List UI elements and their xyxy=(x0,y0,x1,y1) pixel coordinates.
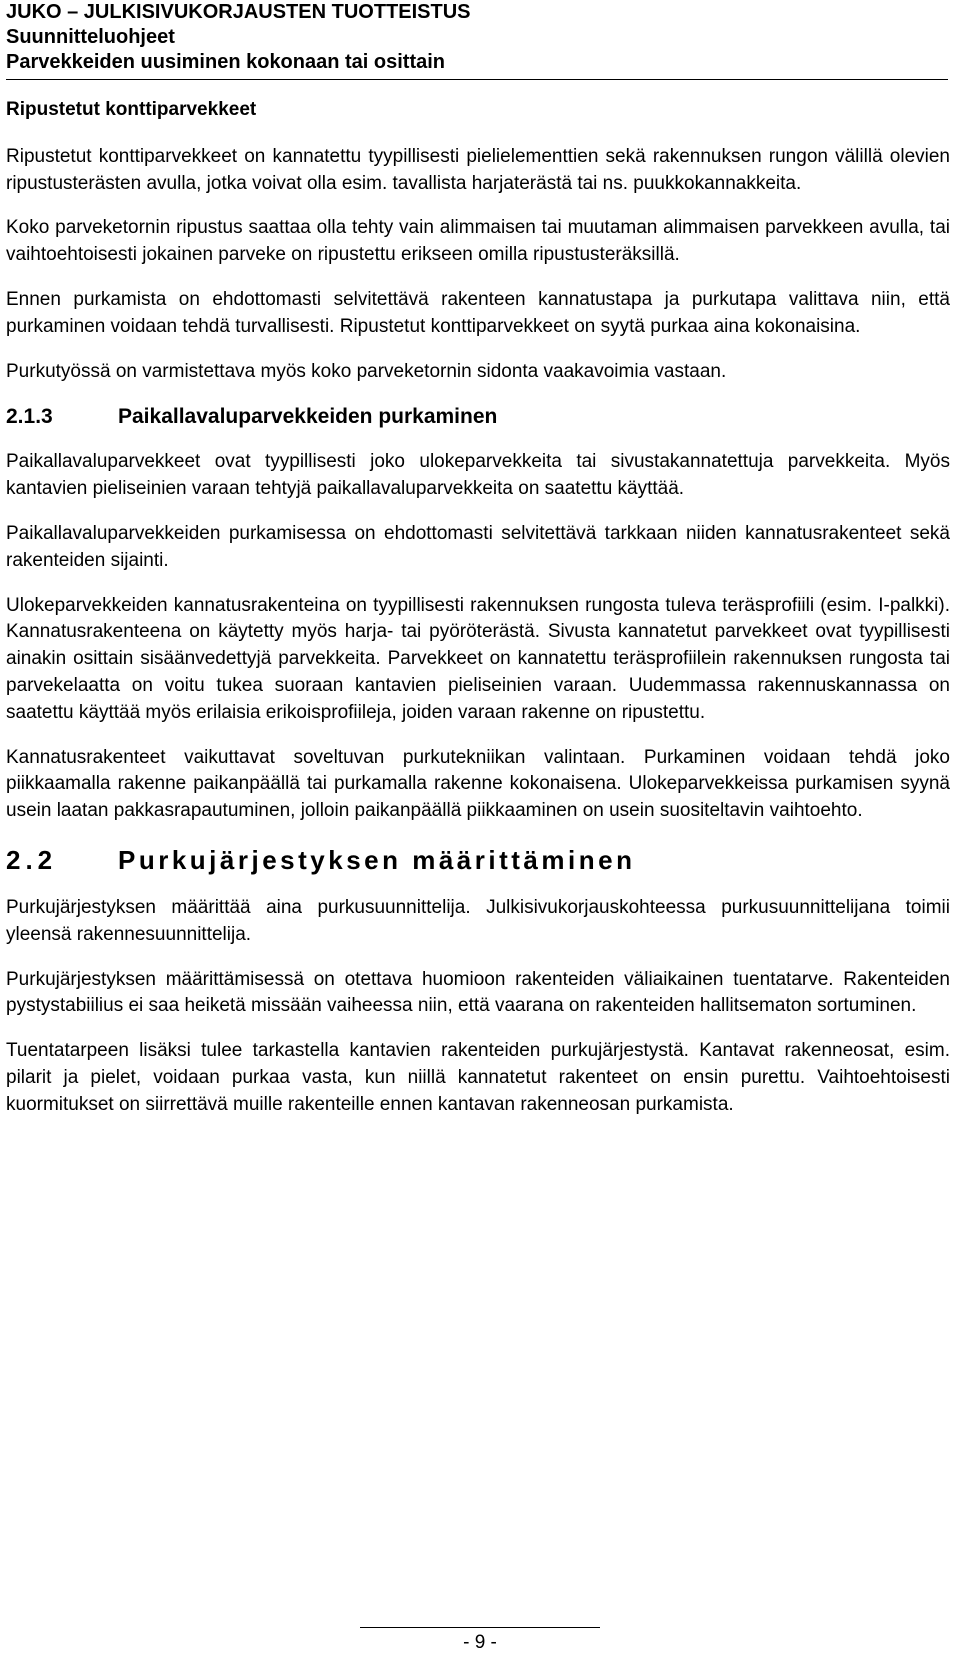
subsection-heading: Ripustetut konttiparvekkeet xyxy=(6,99,257,120)
paragraph: Ulokeparvekkeiden kannatusrakenteina on tyypillisesti rakennuksen rungosta tuleva teräsprofiili (esim. I-palkki). Kannatusrakenteena on käytetty myös harja- tai pyöröterästä. Sivusta kannatetut parvekkeet ovat tyypillisesti ainakin osittain sisäänvedettyjä parvekkeita. Parvekkeet on kannatettu teräsprofiilein rakennuksen rungosta tai parvekelaatta on voitu tukea suoraan kantavien pieliseinien varaan. Uudemmassa rakennuskannassa on saatettu käyttää myös erilaisia erikoisprofiileja, joiden varaan rakenne on ripustettu. xyxy=(6,594,950,723)
section-number: 2.1.3 xyxy=(6,405,53,429)
paragraph: Kannatusrakenteet vaikuttavat soveltuvan purkutekniikan valintaan. Purkaminen voidaan tehdä joko piikkaamalla rakenne paikanpäällä tai purkamalla rakenne kokonaisena. Ulokeparvekkeissa purkamisen syynä usein laatan pakkasrapautuminen, jolloin paikanpäällä piikkaaminen on usein suositeltavin vaihtoehto. xyxy=(6,746,950,822)
section-heading xyxy=(6,403,950,431)
page-number: - 9 - xyxy=(463,1632,497,1653)
page-header xyxy=(6,0,948,80)
paragraph: Paikallavaluparvekkeiden purkamisessa on ehdottomasti selvitettävä tarkkaan niiden kannatusrakenteet sekä rakenteiden sijainti. xyxy=(6,522,950,571)
header-document-subject: Parvekkeiden uusiminen kokonaan tai osittain xyxy=(6,51,446,73)
paragraph: Koko parveketornin ripustus saattaa olla tehty vain alimmaisen tai muutaman alimmaisen parvekkeen avulla, tai vaihtoehtoisesti jokainen parveke on ripustettu erikseen omilla ripustusteräksillä. xyxy=(6,217,950,266)
chapter-title: Purkujärjestyksen määrittäminen xyxy=(118,844,636,875)
paragraph: Ripustetut konttiparvekkeet on kannatettu tyypillisesti pielielementtien sekä rakennuksen rungon välillä olevien ripustusterästen avulla, jotka voivat olla esim. tavallista harjaterästä tai ns. puukkokannakkeita. xyxy=(6,145,950,194)
footer-divider xyxy=(360,1627,600,1628)
section-title: Paikallavaluparvekkeiden purkaminen xyxy=(118,405,498,429)
paragraph: Ennen purkamista on ehdottomasti selvitettävä rakenteen kannatustapa ja purkutapa valittava niin, että purkaminen voidaan tehdä turvallisesti. Ripustetut konttiparvekkeet on syytä purkaa aina kokonaisina. xyxy=(6,288,950,337)
header-document-type: Suunnitteluohjeet xyxy=(6,26,175,48)
chapter-heading xyxy=(6,843,950,877)
paragraph: Purkujärjestyksen määrittämisessä on otettava huomioon rakenteiden väliaikainen tuentatarve. Rakenteiden pystystabiilius ei saa heiketä missään vaiheessa niin, että vaarana on rakenteiden hallitsematon sortuminen. xyxy=(6,968,950,1017)
chapter-number: 2.2 xyxy=(6,844,58,875)
paragraph: Paikallavaluparvekkeet ovat tyypillisesti joko ulokeparvekkeita tai sivustakannatettuja parvekkeita. Myös kantavien pieliseinien varaan tehtyjä paikallavaluparvekkeita on saatettu käyttää. xyxy=(6,451,950,500)
header-project-title: JUKO – JULKISIVUKORJAUSTEN TUOTTEISTUS xyxy=(6,1,471,23)
paragraph: Purkujärjestyksen määrittää aina purkusuunnittelija. Julkisivukorjauskohteessa purkusuunnittelijana toimii yleensä rakennesuunnittelija. xyxy=(6,896,950,945)
page-content xyxy=(6,97,950,1137)
paragraph: Tuentatarpeen lisäksi tulee tarkastella kantavien rakenteiden purkujärjestystä. Kantavat rakenneosat, esim. pilarit ja pielet, voidaan purkaa vasta, kun niillä kannatetut rakenteet on ensin purettu. Vaihtoehtoisesti kuormitukset on siirrettävä muille rakenteille ennen kantavan rakenneosan purkamista. xyxy=(6,1040,950,1115)
paragraph: Purkutyössä on varmistettava myös koko parveketornin sidonta vaakavoimia vastaan. xyxy=(6,360,727,382)
